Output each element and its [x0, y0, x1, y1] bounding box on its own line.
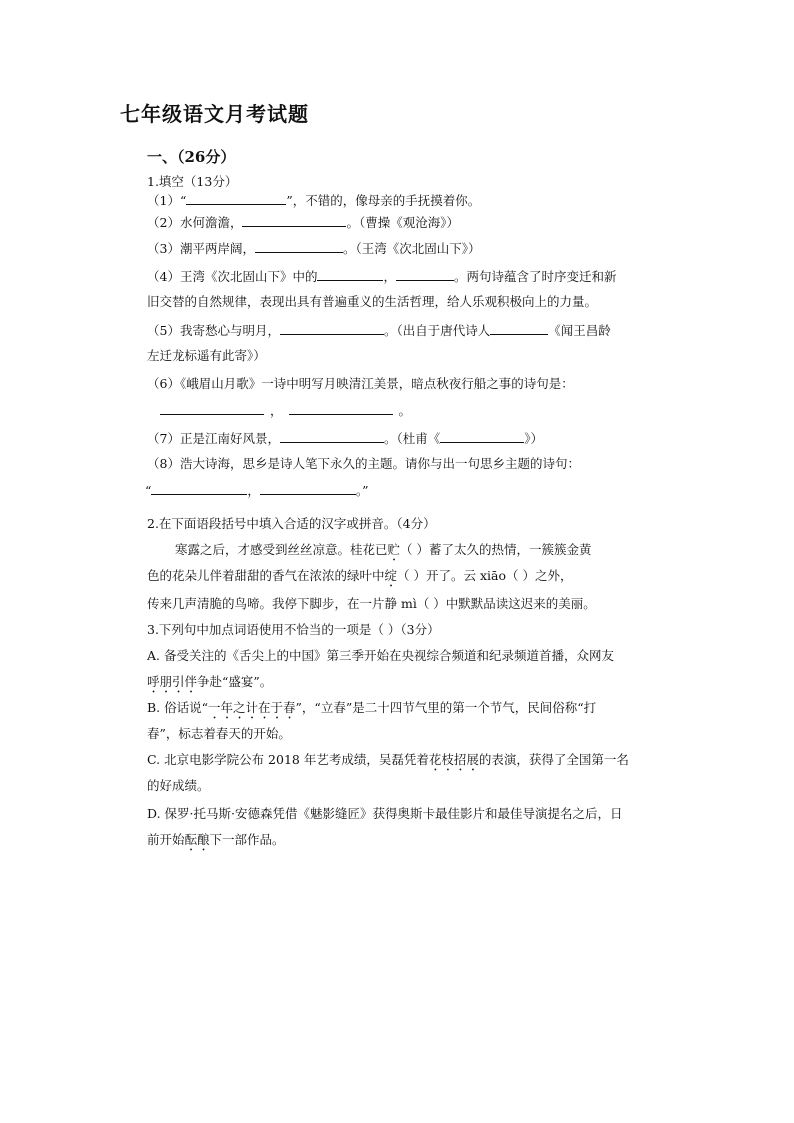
q1-item-1: （1）“ ”，不错的，像母亲的手抚摸着你。: [147, 193, 481, 208]
answer-blank[interactable]: [289, 402, 393, 415]
answer-blank[interactable]: [260, 482, 356, 495]
q1-item-5: （5）我寄愁心与明月， 。（出自于唐代诗人 《闻王昌龄: [147, 323, 611, 338]
q1-item-6: （6）《峨眉山月歌》一诗中明写月映清江美景，暗点秋夜行船之事的诗句是：: [147, 376, 574, 391]
answer-blank[interactable]: [186, 192, 286, 205]
q3-option-b: B. 俗话说“一年之计在于春”，“立春”是二十四节气里的第一个节气，民间俗称“打: [147, 700, 597, 715]
answer-blank[interactable]: [160, 402, 264, 415]
q3-option-a: A. 备受关注的《舌尖上的中国》第三季开始在央视综合频道和纪录频道首播，众网友: [147, 648, 614, 663]
q1-item-6-blanks: ， 。: [160, 402, 411, 419]
answer-blank[interactable]: [317, 268, 383, 281]
q1-item-5-cont: 左迁龙标遥有此寄》）: [147, 348, 266, 363]
q2-paragraph-line-3: 传来几声清脆的鸟啼。我停下脚步，在一片静 mì（ ）中默默品读这迟来的美丽。: [147, 596, 596, 611]
q2-paragraph-line-2: 色的花朵儿伴着甜甜的香气在浓浓的绿叶中绽（ ）开了。云 xiāo（ ）之外，: [147, 568, 573, 583]
q3-option-d: D. 保罗·托马斯·安德森凭借《魅影缝匠》获得奥斯卡最佳影片和最佳导演提名之后，日: [147, 806, 623, 821]
answer-blank[interactable]: [490, 322, 548, 335]
q2-heading: 2.在下面语段括号中填入合适的汉字或拼音。（4分）: [147, 516, 436, 531]
answer-blank[interactable]: [242, 214, 346, 227]
q1-item-8-blanks: “ ， 。”: [145, 483, 369, 498]
q1-item-4: （4）王湾《次北固山下》中的 ， 。两句诗蕴含了时序变迁和新: [147, 269, 617, 284]
answer-blank[interactable]: [396, 268, 454, 281]
q3-option-b-cont: 春”，标志着春天的开始。: [147, 726, 291, 741]
q1-item-3: （3）潮平两岸阔， 。（王湾《次北固山下》）: [147, 241, 481, 256]
answer-blank[interactable]: [280, 430, 384, 443]
q3-option-c-cont: 的好成绩。: [147, 778, 210, 793]
q1-item-8: （8）浩大诗海，思乡是诗人笔下永久的主题。请你与出一句思乡主题的诗句：: [147, 456, 580, 471]
q1-heading: 1.填空（13分）: [147, 174, 238, 189]
answer-blank[interactable]: [440, 430, 524, 443]
q2-paragraph-line-1: 寒露之后，才感受到丝丝凉意。桂花已贮（ ）蓄了太久的热情，一簇簇金黄: [175, 542, 592, 557]
q1-item-2: （2）水何澹澹， 。（曹操《观沧海》）: [147, 215, 459, 230]
answer-blank[interactable]: [280, 322, 384, 335]
q3-option-d-cont: 前开始酝酿下一部作品。: [147, 832, 285, 847]
page-title: 七年级语文月考试题: [120, 102, 309, 126]
q1-item-7: （7）正是江南好风景， 。（杜甫《 》）: [147, 431, 543, 446]
q1-item-4-cont: 旧交替的自然规律，表现出具有普遍重义的生活哲理，给人乐观积极向上的力量。: [147, 294, 598, 309]
q3-option-c: C. 北京电影学院公布 2018 年艺考成绩，吴磊凭着花枝招展的表演，获得了全国第一名: [147, 752, 629, 767]
answer-blank[interactable]: [255, 240, 343, 253]
q3-option-a-cont: 呼朋引伴争赴“盛宴”。: [147, 674, 273, 689]
q3-heading: 3.下列句中加点词语使用不恰当的一项是（ ）（3分）: [147, 622, 440, 637]
answer-blank[interactable]: [151, 482, 247, 495]
section-heading: 一、（26分）: [147, 148, 236, 166]
